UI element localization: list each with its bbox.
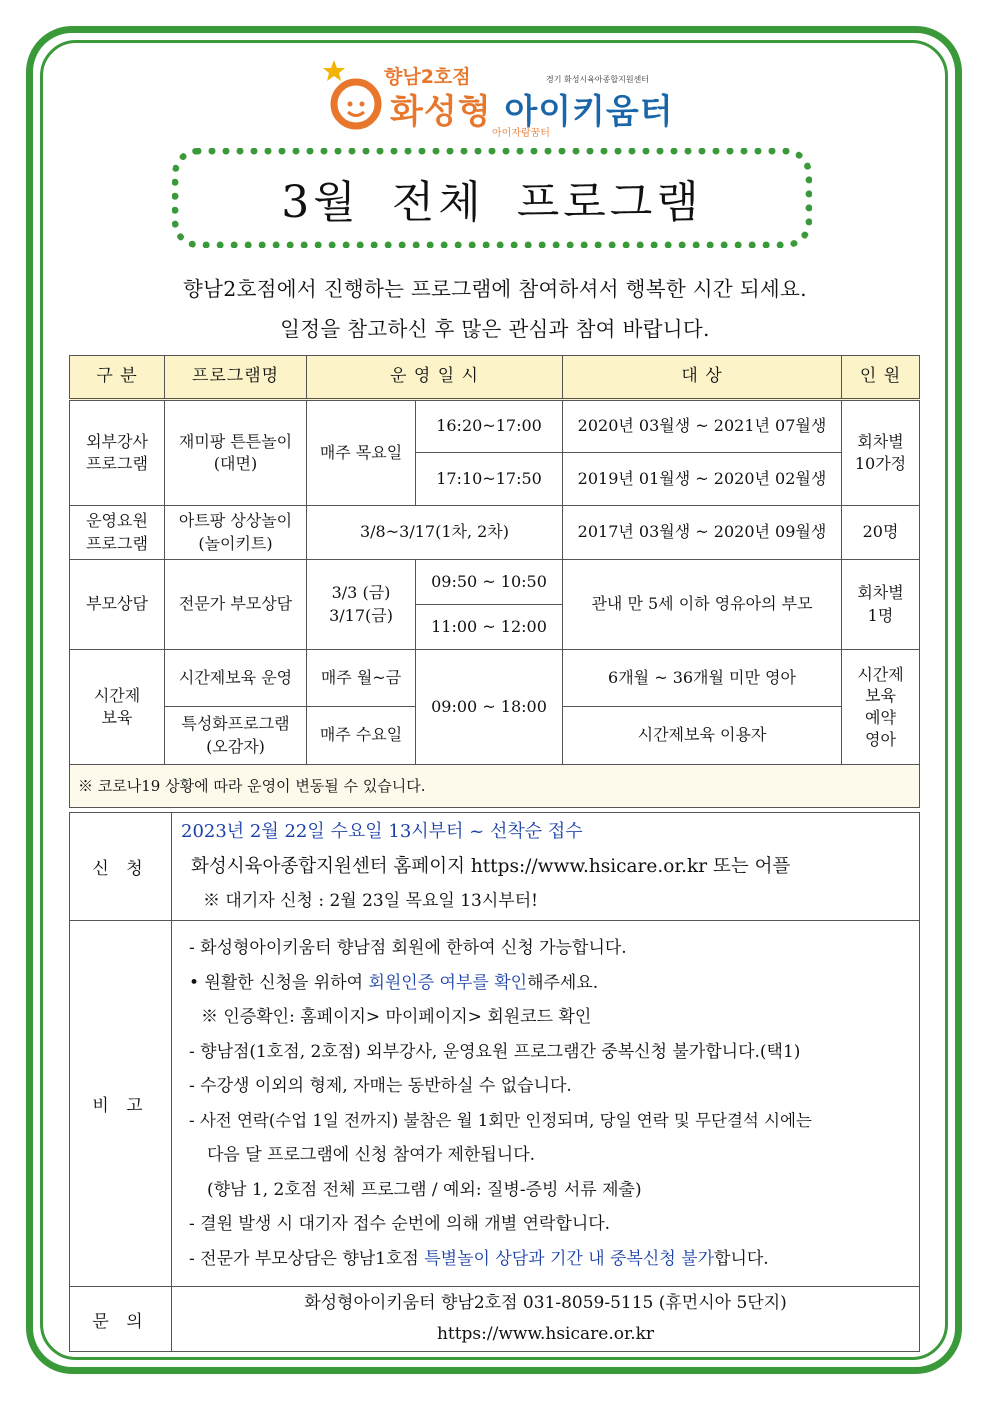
apply-row	[70, 813, 920, 921]
cell-target: 6개월 ~ 36개월 미만 영아	[563, 650, 842, 707]
cell-program: 시간제보육 운영	[165, 650, 307, 707]
logo	[320, 58, 680, 142]
intro-line-2: 일정을 참고하신 후 많은 관심과 참여 바랍니다.	[280, 317, 710, 341]
logo-child-face-icon	[320, 58, 384, 130]
table-row	[70, 400, 920, 453]
cell-day: 매주 목요일	[307, 400, 416, 506]
cell-target: 2017년 03월생 ~ 2020년 09월생	[563, 506, 842, 560]
table-note-row	[70, 765, 920, 808]
cell-target: 시간제보육 이용자	[563, 707, 842, 765]
remark-item: - 향남점(1호점, 2호점) 외부강사, 운영요원 프로그램간 중복신청 불가합니다.(택1)	[189, 1041, 801, 1062]
cell-time: 09:00 ~ 18:00	[416, 650, 563, 765]
remark-item: - 전문가 부모상담은 향남1호점 특별놀이 상담과 기간 내 중복신청 불가합니다.	[189, 1248, 769, 1269]
table-row	[70, 650, 920, 707]
remark-item: - 사전 연락(수업 1일 전까지) 불참은 월 1회만 인정되며, 당일 연락 및 무단결석 시에는	[189, 1110, 812, 1130]
cell-count: 회차별 1명	[842, 560, 920, 650]
remarks-row	[70, 921, 920, 1287]
logo-name: 화성형 아이키움터	[390, 92, 674, 132]
cell-target: 2019년 01월생 ~ 2020년 02월생	[563, 453, 842, 506]
cell-category: 부모상담	[70, 560, 165, 650]
apply-date: 2023년 2월 22일 수요일 13시부터 ~ 선착순 접수	[181, 821, 583, 842]
remark-item: (향남 1, 2호점 전체 프로그램 / 예외: 질병-증빙 서류 제출)	[207, 1179, 642, 1200]
cell-category: 운영요원 프로그램	[70, 506, 165, 560]
title-box	[172, 148, 812, 248]
cell-program: 재미팡 튼튼놀이 (대면)	[165, 400, 307, 506]
apply-content	[172, 813, 920, 921]
table-row	[70, 560, 920, 605]
cell-program: 특성화프로그램 (오감자)	[165, 707, 307, 765]
covid-note: ※ 코로나19 상황에 따라 운영이 변동될 수 있습니다.	[70, 765, 920, 808]
info-table	[69, 812, 920, 1352]
cell-time: 16:20~17:00	[416, 400, 563, 453]
contact-content	[172, 1287, 920, 1352]
cell-time: 11:00 ~ 12:00	[416, 605, 563, 650]
cell-category: 외부강사 프로그램	[70, 400, 165, 506]
header-target: 대 상	[563, 356, 842, 400]
remarks-label: 비 고	[70, 921, 172, 1287]
cell-count: 20명	[842, 506, 920, 560]
logo-tagline: 아이자람꿈터	[492, 128, 550, 139]
contact-row	[70, 1287, 920, 1352]
contact-phone: 화성형아이키움터 향남2호점 031-8059-5115 (휴먼시아 5단지)	[304, 1293, 787, 1313]
contact-url[interactable]: https://www.hsicare.or.kr	[436, 1324, 655, 1344]
cell-program: 전문가 부모상담	[165, 560, 307, 650]
remark-item: - 화성형아이키움터 향남점 회원에 한하여 신청 가능합니다.	[189, 938, 627, 958]
cell-target: 2020년 03월생 ~ 2021년 07월생	[563, 400, 842, 453]
apply-method: 화성시육아종합지원센터 홈페이지 https://www.hsicare.or.kr 또는 어플	[191, 856, 791, 877]
cell-count: 회차별 10가정	[842, 400, 920, 506]
cell-day: 매주 수요일	[307, 707, 416, 765]
cell-day: 매주 월~금	[307, 650, 416, 707]
apply-waitlist: ※ 대기자 신청 : 2월 23일 목요일 13시부터!	[203, 891, 538, 911]
contact-label: 문 의	[70, 1287, 172, 1352]
cell-dates: 3/3 (금) 3/17(금)	[307, 560, 416, 650]
cell-program: 아트팡 상상놀이 (놀이키트)	[165, 506, 307, 560]
remark-item: - 수강생 이외의 형제, 자매는 동반하실 수 없습니다.	[189, 1076, 572, 1096]
apply-label: 신 청	[70, 813, 172, 921]
schedule-table	[69, 355, 920, 808]
cell-target: 관내 만 5세 이하 영유아의 부모	[563, 560, 842, 650]
table-header-row	[70, 356, 920, 400]
header-count: 인 원	[842, 356, 920, 400]
cell-time: 17:10~17:50	[416, 453, 563, 506]
remark-item: - 결원 발생 시 대기자 접수 순번에 의해 개별 연락합니다.	[189, 1214, 611, 1234]
header-schedule: 운 영 일 시	[307, 356, 563, 400]
logo-branch: 향남2호점	[384, 66, 471, 88]
remarks-content	[172, 921, 920, 1287]
page-title: 3월 전체 프로그램	[281, 177, 703, 228]
table-row	[70, 506, 920, 560]
logo-center-name: 경기 화성시육아종합지원센터	[546, 75, 650, 84]
cell-count: 시간제 보육 예약 영아	[842, 650, 920, 765]
header-program: 프로그램명	[165, 356, 307, 400]
cell-time: 09:50 ~ 10:50	[416, 560, 563, 605]
remark-item: ※ 인증확인: 홈페이지> 마이페이지> 회원코드 확인	[201, 1007, 592, 1027]
remark-item: • 원활한 신청을 위하여 회원인증 여부를 확인해주세요.	[189, 972, 599, 993]
remark-item: 다음 달 프로그램에 신청 참여가 제한됩니다.	[207, 1145, 536, 1165]
intro-line-1: 향남2호점에서 진행하는 프로그램에 참여하셔서 행복한 시간 되세요.	[183, 277, 807, 301]
header-category: 구 분	[70, 356, 165, 400]
cell-schedule: 3/8~3/17(1차, 2차)	[307, 506, 563, 560]
cell-category: 시간제 보육	[70, 650, 165, 765]
